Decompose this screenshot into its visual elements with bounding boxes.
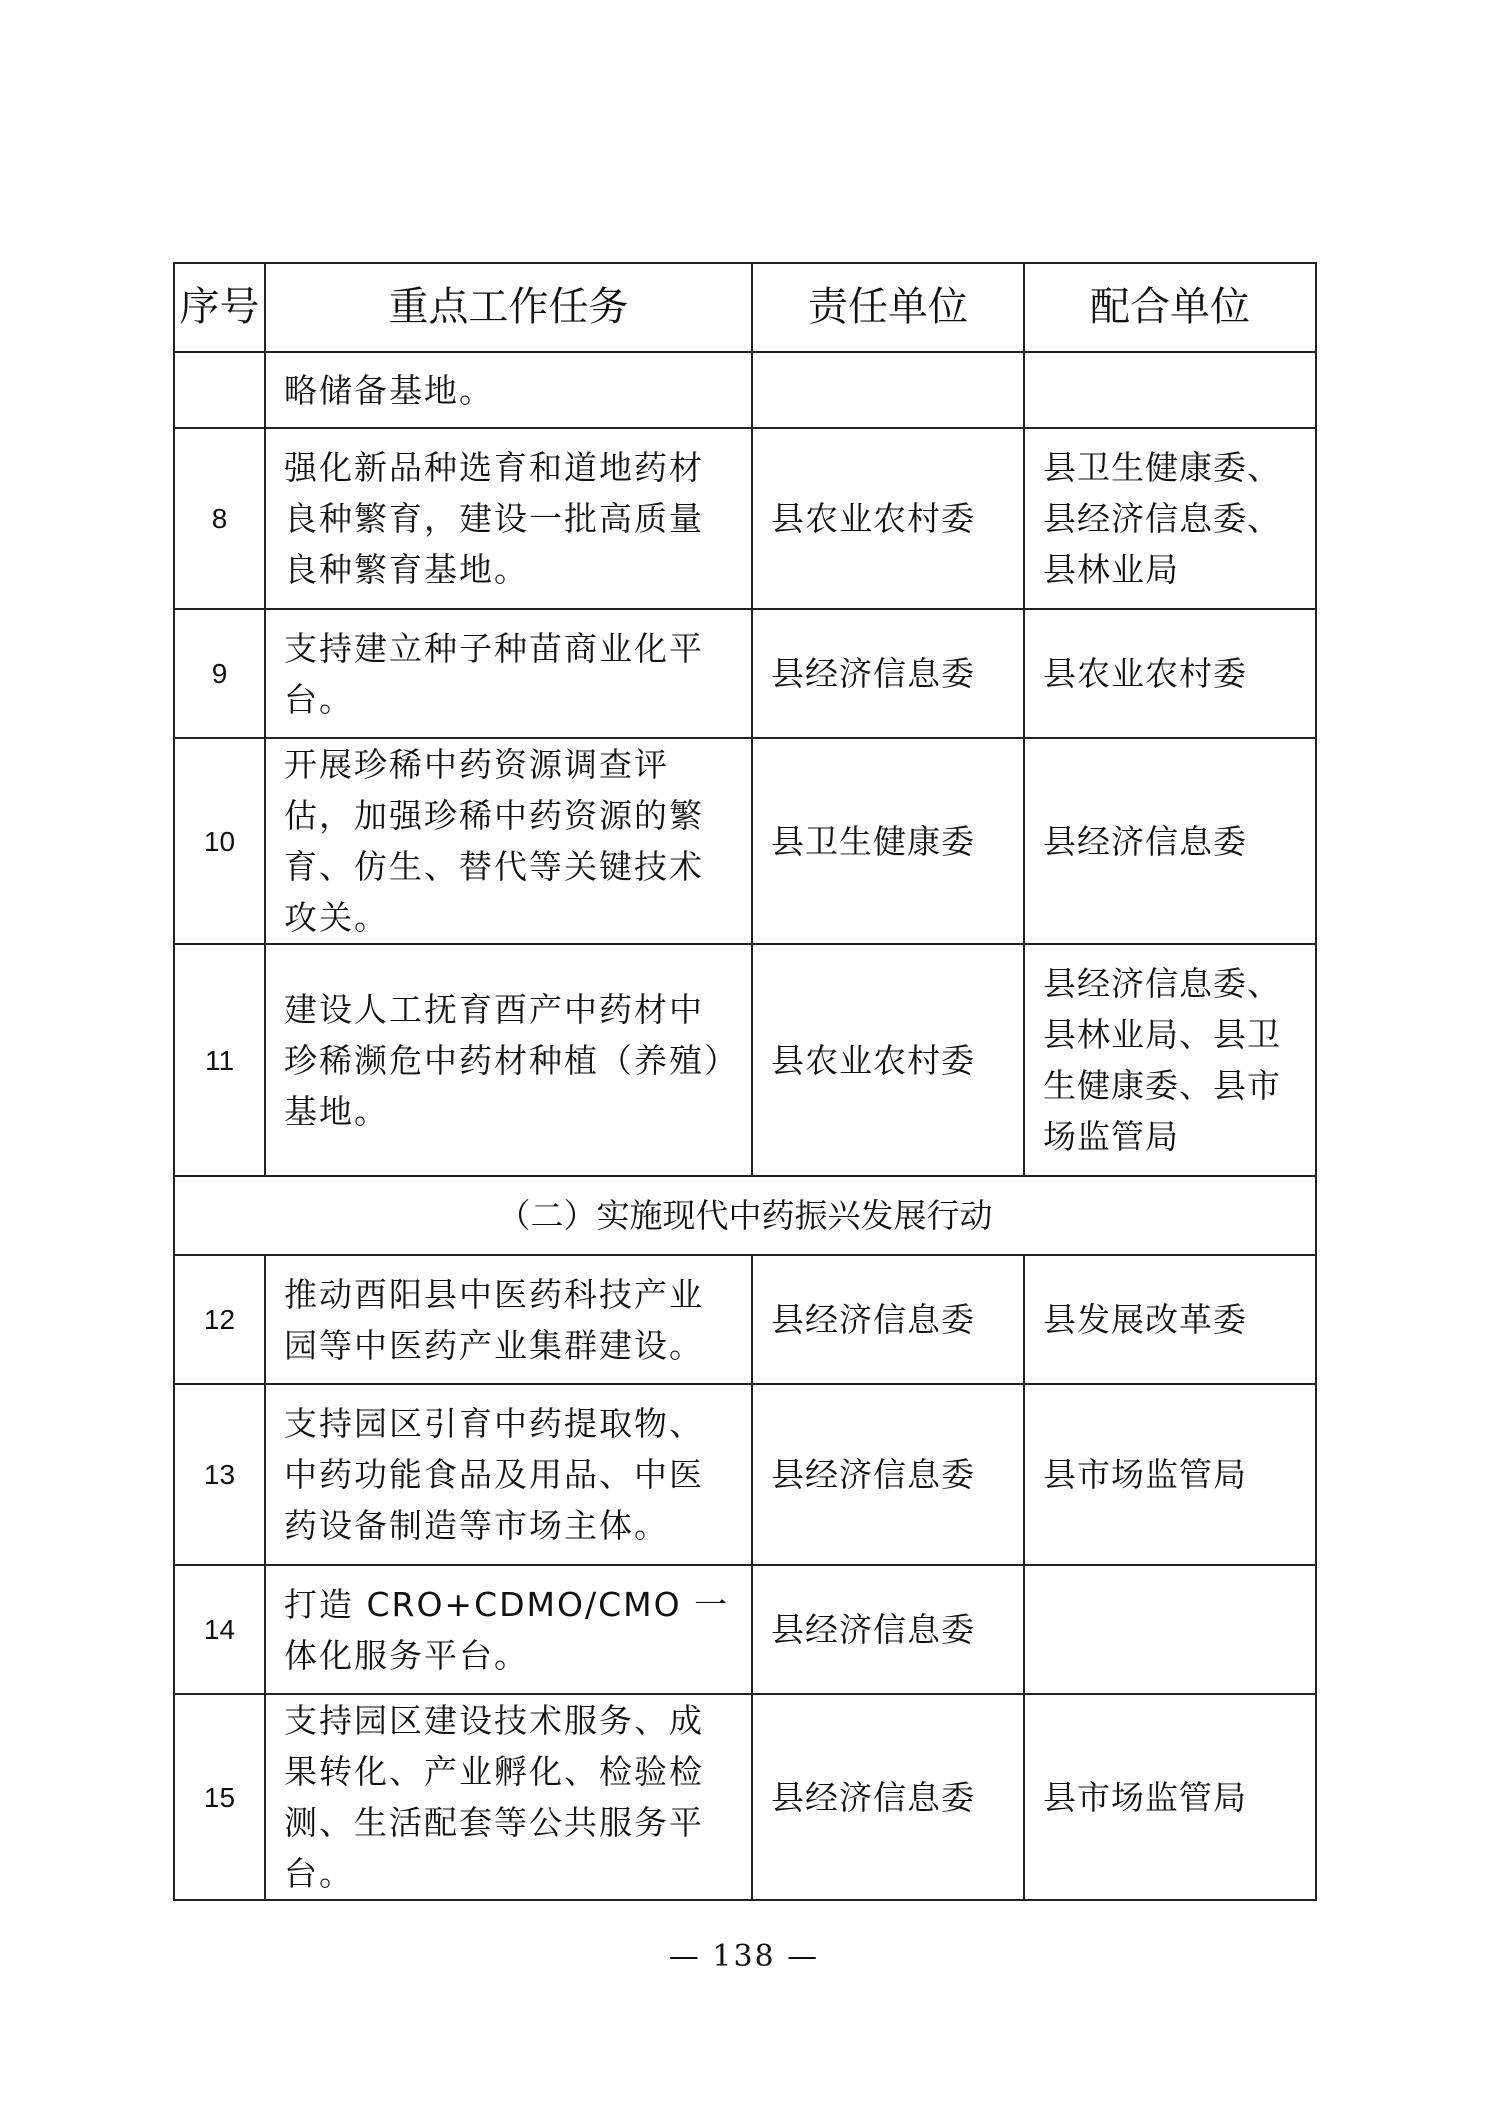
partner-unit-cell: 县经济信息委 xyxy=(1024,738,1316,944)
partner-unit-cell: 县发展改革委 xyxy=(1024,1255,1316,1384)
row-number: 14 xyxy=(174,1565,265,1694)
row-number: 11 xyxy=(174,944,265,1176)
row-number: 10 xyxy=(174,738,265,944)
lead-unit-cell: 县经济信息委 xyxy=(752,1565,1024,1694)
table-row xyxy=(174,352,1316,428)
row-number: 8 xyxy=(174,428,265,609)
section-header-row xyxy=(174,1176,1316,1255)
partner-unit-cell xyxy=(1024,352,1316,428)
task-cell: 支持园区引育中药提取物、中药功能食品及用品、中医药设备制造等市场主体。 xyxy=(265,1384,752,1565)
table-row xyxy=(174,1255,1316,1384)
task-cell: 略储备基地。 xyxy=(265,352,752,428)
lead-unit-cell: 县经济信息委 xyxy=(752,1694,1024,1900)
task-cell: 支持建立种子种苗商业化平台。 xyxy=(265,609,752,738)
task-table xyxy=(173,262,1317,1901)
header-lead-unit: 责任单位 xyxy=(752,263,1024,352)
lead-unit-cell xyxy=(752,352,1024,428)
task-cell: 打造 CRO+CDMO/CMO 一体化服务平台。 xyxy=(265,1565,752,1694)
partner-unit-cell: 县农业农村委 xyxy=(1024,609,1316,738)
partner-unit-cell: 县卫生健康委、县经济信息委、县林业局 xyxy=(1024,428,1316,609)
header-partner-unit: 配合单位 xyxy=(1024,263,1316,352)
task-cell: 推动酉阳县中医药科技产业园等中医药产业集群建设。 xyxy=(265,1255,752,1384)
row-number: 13 xyxy=(174,1384,265,1565)
lead-unit-cell: 县经济信息委 xyxy=(752,609,1024,738)
row-number xyxy=(174,352,265,428)
page-number: — 138 — xyxy=(668,1939,820,1974)
row-number: 9 xyxy=(174,609,265,738)
section-title: （二）实施现代中药振兴发展行动 xyxy=(174,1176,1316,1255)
table-row xyxy=(174,1384,1316,1565)
lead-unit-cell: 县农业农村委 xyxy=(752,428,1024,609)
row-number: 15 xyxy=(174,1694,265,1900)
header-index: 序号 xyxy=(174,263,265,352)
table-row xyxy=(174,428,1316,609)
table-row xyxy=(174,1565,1316,1694)
row-number: 12 xyxy=(174,1255,265,1384)
task-cell: 强化新品种选育和道地药材良种繁育，建设一批高质量良种繁育基地。 xyxy=(265,428,752,609)
partner-unit-cell: 县市场监管局 xyxy=(1024,1694,1316,1900)
table-row xyxy=(174,738,1316,944)
lead-unit-cell: 县经济信息委 xyxy=(752,1384,1024,1565)
partner-unit-cell xyxy=(1024,1565,1316,1694)
lead-unit-cell: 县卫生健康委 xyxy=(752,738,1024,944)
header-task: 重点工作任务 xyxy=(265,263,752,352)
lead-unit-cell: 县经济信息委 xyxy=(752,1255,1024,1384)
task-cell: 开展珍稀中药资源调查评估，加强珍稀中药资源的繁育、仿生、替代等关键技术攻关。 xyxy=(265,738,752,944)
task-cell: 支持园区建设技术服务、成果转化、产业孵化、检验检测、生活配套等公共服务平台。 xyxy=(265,1694,752,1900)
table-row xyxy=(174,944,1316,1176)
table-header-row xyxy=(174,263,1316,352)
table-row xyxy=(174,1694,1316,1900)
task-cell: 建设人工抚育酉产中药材中珍稀濒危中药材种植（养殖）基地。 xyxy=(265,944,752,1176)
partner-unit-cell: 县市场监管局 xyxy=(1024,1384,1316,1565)
lead-unit-cell: 县农业农村委 xyxy=(752,944,1024,1176)
table-row xyxy=(174,609,1316,738)
partner-unit-cell: 县经济信息委、县林业局、县卫生健康委、县市场监管局 xyxy=(1024,944,1316,1176)
